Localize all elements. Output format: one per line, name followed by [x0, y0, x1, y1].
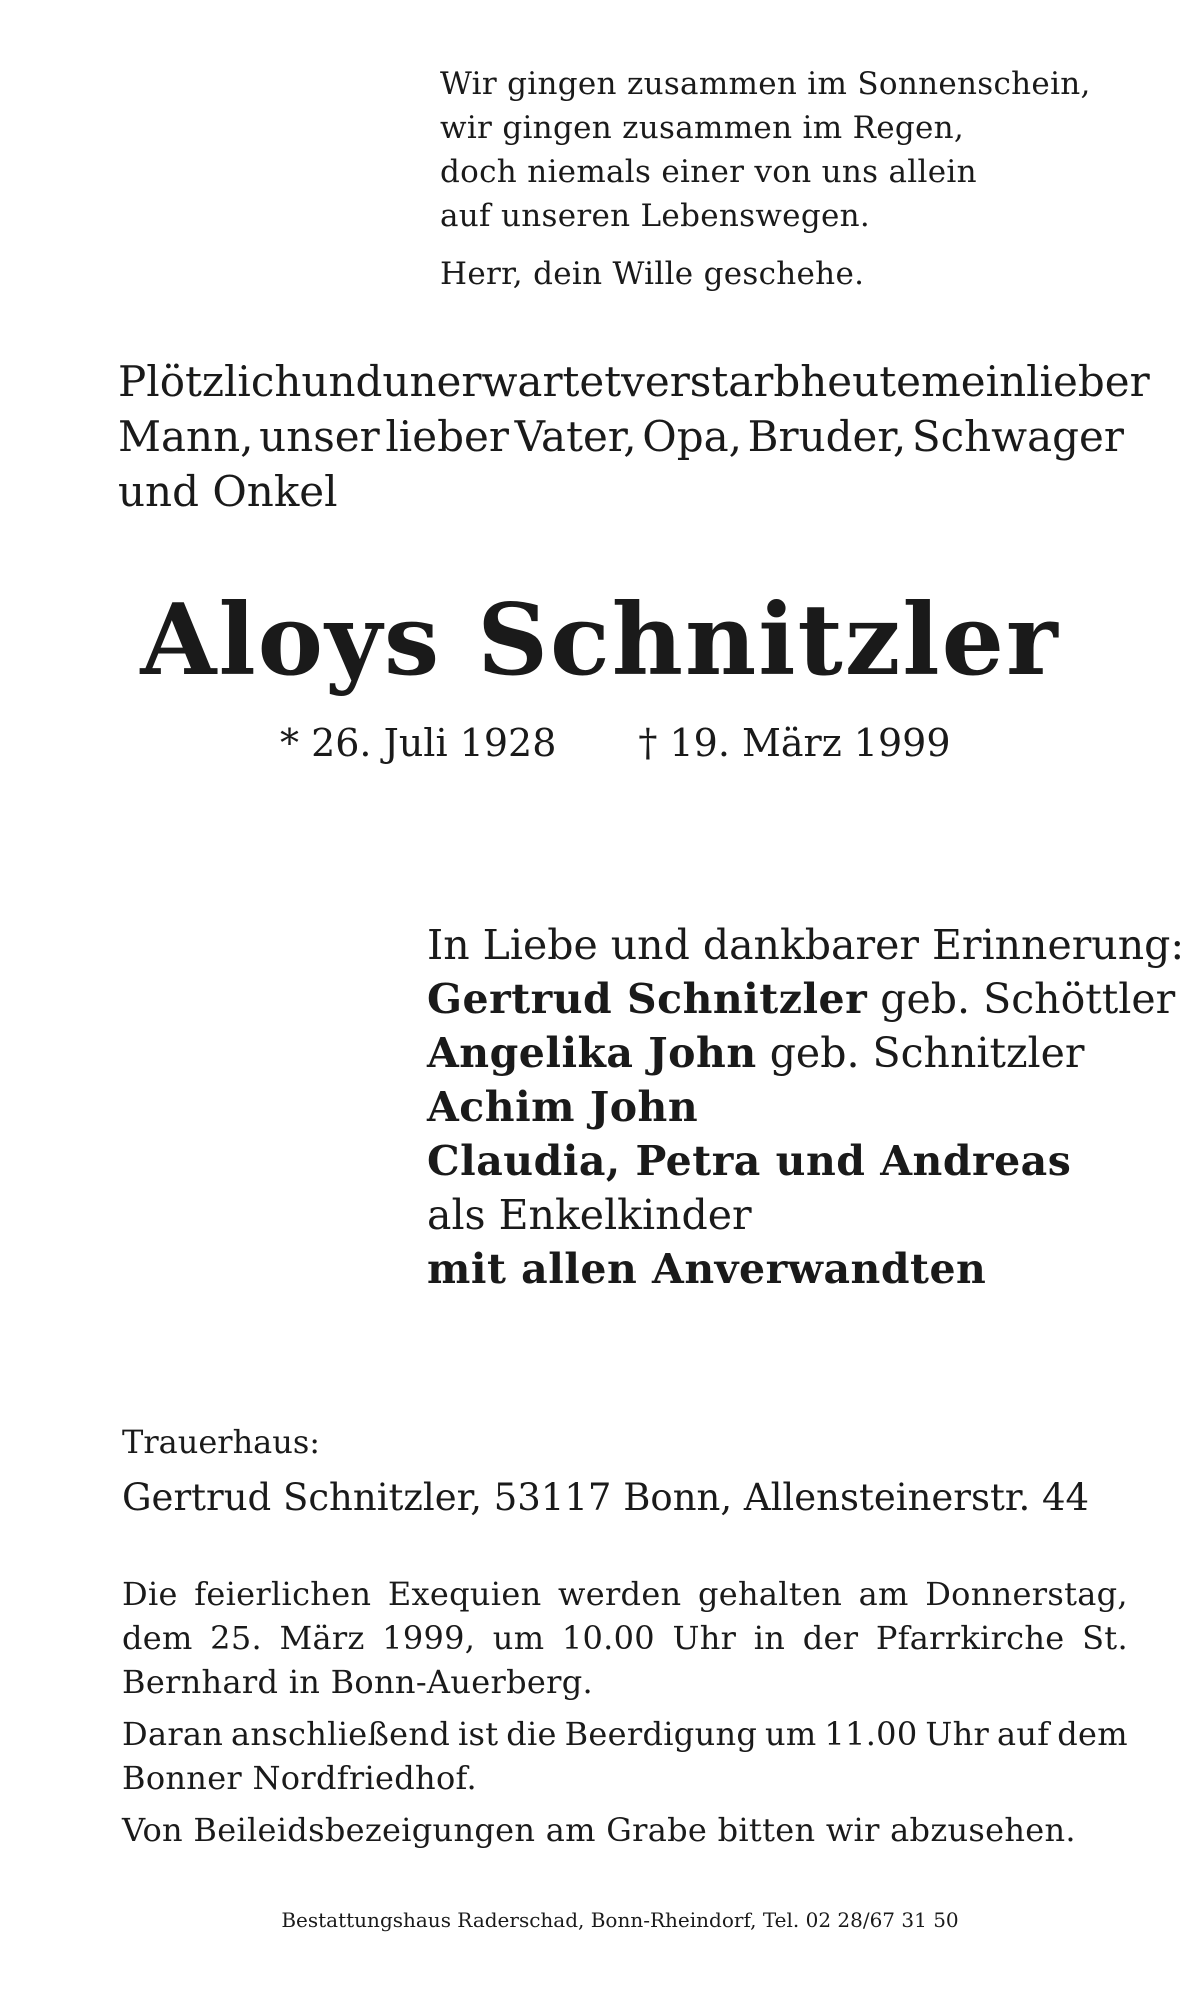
word: Opa, — [642, 412, 742, 461]
birth-date: * 26. Juli 1928 — [280, 721, 557, 765]
life-dates — [280, 718, 951, 768]
word: und — [301, 357, 383, 406]
intro-line — [118, 409, 1124, 464]
word: Exequien — [387, 1575, 542, 1613]
word: Uhr — [925, 1715, 990, 1753]
word: in — [753, 1619, 786, 1657]
mourner-entry — [427, 1026, 1184, 1080]
word: um — [765, 1715, 817, 1753]
word: Plötzlich — [118, 357, 302, 406]
word: 10.00 — [561, 1619, 655, 1657]
trauerhaus-label: Trauerhaus: — [122, 1423, 321, 1461]
word: Beerdigung — [564, 1715, 758, 1753]
deceased-name: Aloys Schnitzler — [140, 583, 1060, 698]
burial-line: Bonner Nordfriedhof. — [122, 1759, 477, 1797]
word: Die — [122, 1575, 178, 1613]
exequien-line — [122, 1572, 1128, 1616]
word: 1999, — [382, 1619, 476, 1657]
condolence-note — [122, 1808, 1128, 1852]
poem-line: doch niemals einer von uns allein — [440, 154, 977, 190]
trauerhaus-address: Gertrud Schnitzler, 53117 Bonn, Allensteinerstr. 44 — [122, 1476, 1090, 1519]
exequien-line: Bernhard in Bonn-Auerberg. — [122, 1663, 593, 1701]
word: Uhr — [672, 1619, 737, 1657]
word: Pfarrkirche — [875, 1619, 1065, 1657]
word: Schwager — [911, 412, 1124, 461]
word: unerwartet — [382, 357, 622, 406]
mourner-name: Achim John — [427, 1083, 699, 1131]
death-date: † 19. März 1999 — [638, 721, 951, 765]
word: am — [858, 1575, 909, 1613]
service-details — [122, 1572, 1128, 1860]
word: St. — [1082, 1619, 1128, 1657]
word: der — [802, 1619, 859, 1657]
poem-line: Wir gingen zusammen im Sonnenschein, — [440, 66, 1091, 102]
word: gehalten — [698, 1575, 843, 1613]
word: dem — [1057, 1715, 1128, 1753]
mourner-name: Claudia, Petra und Andreas — [427, 1137, 1072, 1185]
mourner-entry — [427, 1134, 1184, 1188]
word: Bruder, — [747, 412, 907, 461]
intro-line: und Onkel — [118, 467, 338, 516]
mourner-name: Angelika John — [427, 1029, 757, 1077]
mourners-closing-text: mit allen Anverwandten — [427, 1245, 987, 1293]
mourners-closing — [427, 1242, 1184, 1296]
word: feierlichen — [194, 1575, 372, 1613]
mourner-suffix: geb. Schöttler — [880, 975, 1176, 1023]
mourner-name: Gertrud Schnitzler — [427, 975, 868, 1023]
word: Daran — [122, 1715, 224, 1753]
word: Mann, — [118, 412, 254, 461]
condolence-line: Von Beileidsbezeigungen am Grabe bitten wir abzusehen. — [122, 1811, 1076, 1849]
mourner-suffix: geb. Schnitzler — [769, 1029, 1085, 1077]
mourners-list — [427, 918, 1184, 1296]
poem-line: wir gingen zusammen im Regen, — [440, 110, 965, 146]
word: Vater, — [514, 412, 637, 461]
funeral-home-footer: Bestattungshaus Raderschad, Bonn-Rheindorf, Tel. 02 28/67 31 50 — [281, 1908, 959, 1932]
mourners-heading: In Liebe und dankbarer Erinnerung: — [427, 921, 1185, 969]
word: heute — [800, 357, 921, 406]
word: unser — [259, 412, 380, 461]
word: die — [506, 1715, 557, 1753]
word: 25. — [210, 1619, 262, 1657]
mourner-entry — [427, 1080, 1184, 1134]
exequien-paragraph — [122, 1572, 1128, 1704]
word: mein — [920, 357, 1027, 406]
word: Donnerstag, — [925, 1575, 1128, 1613]
word: dem — [122, 1619, 193, 1657]
word: 11.00 — [824, 1715, 918, 1753]
word: verstarb — [621, 357, 801, 406]
word: März — [279, 1619, 365, 1657]
word: ist — [457, 1715, 499, 1753]
word: anschließend — [231, 1715, 451, 1753]
word: auf — [996, 1715, 1050, 1753]
word: um — [492, 1619, 545, 1657]
poem — [440, 62, 1091, 296]
word: lieber — [385, 412, 509, 461]
poem-closing: Herr, dein Wille geschehe. — [440, 256, 865, 292]
word: lieber — [1026, 357, 1150, 406]
trauerhaus — [122, 1420, 1089, 1524]
burial-line — [122, 1712, 1128, 1756]
word: werden — [558, 1575, 682, 1613]
announcement-intro — [118, 354, 1150, 519]
burial-paragraph — [122, 1712, 1128, 1800]
poem-line: auf unseren Lebenswegen. — [440, 198, 871, 234]
intro-line — [118, 354, 1150, 409]
mourner-entry — [427, 972, 1184, 1026]
grandchildren-note: als Enkelkinder — [427, 1191, 752, 1239]
exequien-line — [122, 1616, 1128, 1660]
